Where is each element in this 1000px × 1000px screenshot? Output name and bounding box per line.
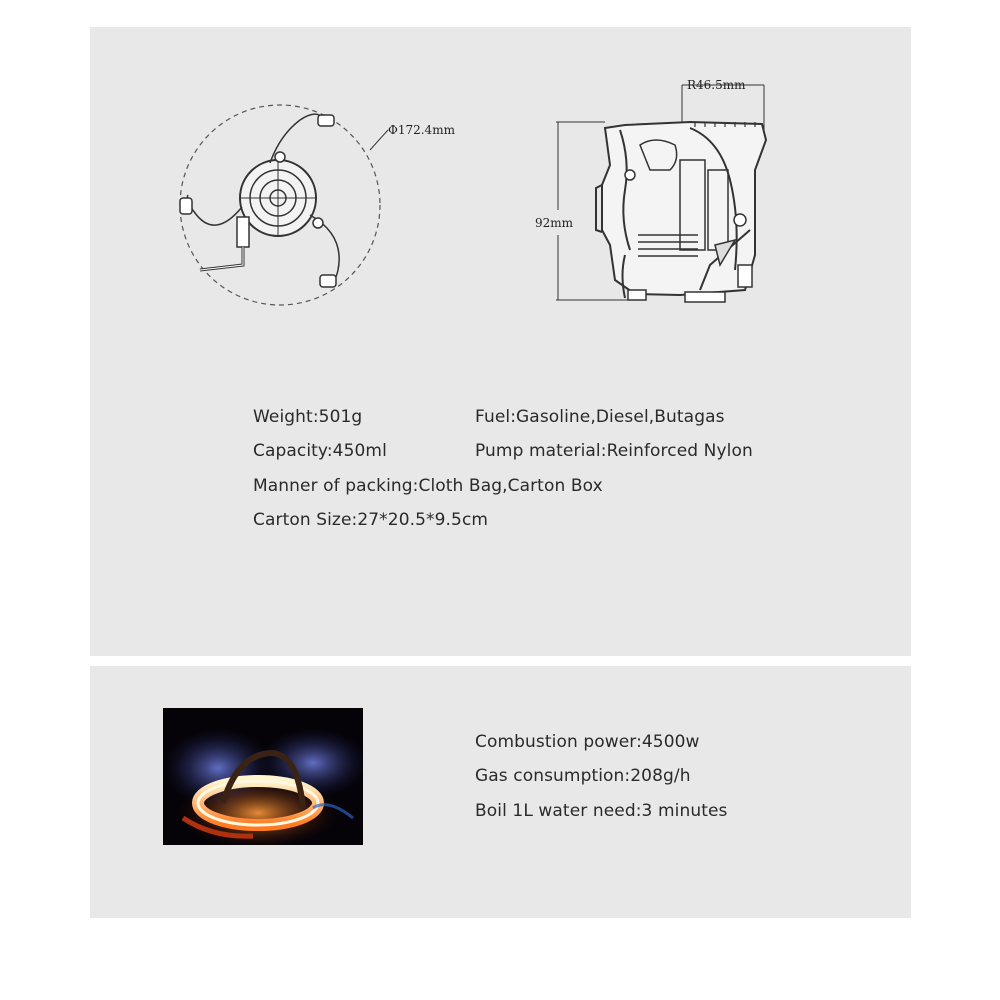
spec-weight: Weight:501g [253, 407, 363, 427]
spec-pump-material: Pump material:Reinforced Nylon [475, 441, 753, 461]
perf-consumption: Gas consumption:208g/h [475, 766, 691, 786]
flame-photo [163, 708, 363, 845]
perf-power: Combustion power:4500w [475, 732, 700, 752]
spec-capacity: Capacity:450ml [253, 441, 387, 461]
spec-packing: Manner of packing:Cloth Bag,Carton Box [253, 476, 603, 496]
height-label: 92mm [535, 216, 574, 230]
spec-fuel: Fuel:Gasoline,Diesel,Butagas [475, 407, 725, 427]
top-view-drawing [170, 95, 480, 315]
spec-carton-size: Carton Size:27*20.5*9.5cm [253, 510, 489, 530]
radius-label: R46.5mm [687, 78, 746, 92]
perf-boil: Boil 1L water need:3 minutes [475, 801, 728, 821]
diameter-label: Φ172.4mm [388, 123, 455, 137]
side-view-drawing [530, 70, 780, 310]
